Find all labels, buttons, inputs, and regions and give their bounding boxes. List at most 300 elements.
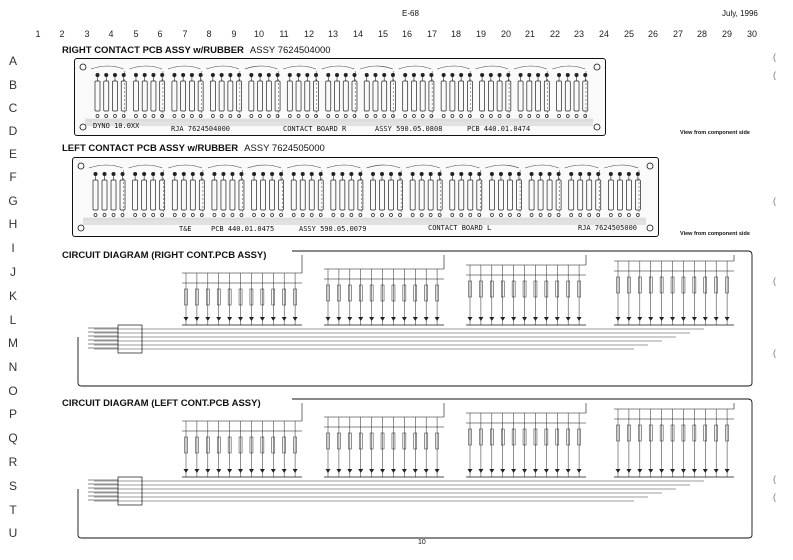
diode-symbol: [626, 469, 631, 473]
contact-pad: [569, 180, 574, 210]
trace: [553, 66, 585, 69]
diode-symbol: [369, 469, 374, 473]
via-hole: [199, 115, 202, 118]
column-number: 19: [475, 29, 486, 39]
row-letter: E: [8, 147, 17, 161]
row-letter: T: [9, 503, 17, 517]
mount-hole: [78, 163, 84, 169]
contact-pad: [358, 180, 363, 210]
contact-pad: [237, 81, 242, 111]
trace: [283, 66, 315, 69]
row-letter: O: [8, 384, 18, 398]
diode-symbol: [282, 469, 287, 473]
via-hole: [618, 214, 621, 217]
trace: [437, 66, 469, 69]
contact-pad: [565, 81, 570, 111]
via-hole: [498, 115, 501, 118]
via-hole: [112, 214, 115, 217]
trace: [604, 165, 638, 168]
via-hole: [412, 115, 415, 118]
binder-hole-icon: (: [773, 276, 776, 286]
via-hole: [250, 115, 253, 118]
via-hole: [182, 214, 185, 217]
diode-symbol: [326, 317, 331, 321]
column-number: 7: [182, 29, 188, 39]
via-hole: [579, 214, 582, 217]
contact-pad: [459, 81, 464, 111]
diode-symbol: [358, 469, 363, 473]
contact-pad: [314, 81, 319, 111]
binder-hole-icon: (: [773, 492, 776, 502]
contact-pad: [261, 180, 266, 210]
contact-pad: [335, 81, 340, 111]
diode-symbol: [184, 469, 189, 473]
row-letter: I: [11, 241, 15, 255]
diode-symbol: [402, 317, 407, 321]
via-hole: [103, 214, 106, 217]
diode-symbol: [194, 469, 199, 473]
trace: [208, 165, 242, 168]
via-hole: [507, 115, 510, 118]
column-number: 12: [303, 29, 314, 39]
column-number: 9: [231, 29, 237, 39]
row-letter: D: [8, 124, 18, 138]
diode-symbol: [205, 317, 210, 321]
contact-pad: [544, 81, 549, 111]
contact-pad: [419, 180, 424, 210]
contact-pad: [441, 81, 446, 111]
column-number: 11: [279, 29, 289, 39]
contact-pad: [318, 180, 323, 210]
contact-pad: [410, 180, 415, 210]
contact-pad: [626, 180, 631, 210]
via-hole: [276, 115, 279, 118]
contact-pad: [221, 180, 226, 210]
trace: [168, 66, 200, 69]
contact-pad: [181, 81, 186, 111]
via-hole: [271, 214, 274, 217]
via-hole: [253, 214, 256, 217]
diode-symbol: [725, 469, 730, 473]
diode-symbol: [326, 469, 331, 473]
row-letter: M: [8, 336, 18, 350]
via-hole: [336, 115, 339, 118]
circuit-left-schematic: [74, 393, 754, 539]
contact-pad: [635, 180, 640, 210]
diode-symbol: [511, 469, 516, 473]
row-letter: J: [10, 265, 16, 279]
via-hole: [460, 214, 463, 217]
contact-pad: [343, 81, 348, 111]
via-hole: [499, 214, 502, 217]
diode-symbol: [577, 469, 582, 473]
via-hole: [213, 214, 216, 217]
row-letter: L: [9, 313, 17, 327]
via-hole: [229, 115, 232, 118]
right-pcb-board: CONTACT BOARD R: [283, 125, 347, 133]
page-number: 10: [418, 539, 426, 546]
trace: [248, 165, 282, 168]
diode-symbol: [238, 469, 243, 473]
contact-pad: [270, 180, 275, 210]
diode-symbol: [637, 317, 642, 321]
contact-pad: [160, 180, 165, 210]
column-number: 13: [327, 29, 338, 39]
contact-pad: [364, 81, 369, 111]
via-hole: [161, 115, 164, 118]
via-hole: [344, 115, 347, 118]
diode-symbol: [555, 469, 560, 473]
contact-pad: [574, 81, 579, 111]
contact-pad: [349, 180, 354, 210]
right-pcb-assy-number: ASSY 7624504000: [249, 45, 331, 56]
column-number: 6: [157, 29, 163, 39]
diode-symbol: [380, 317, 385, 321]
via-hole: [288, 115, 291, 118]
contact-pad: [300, 180, 305, 210]
left-pcb-assy-number: ASSY 7624505000: [244, 143, 325, 154]
diode-symbol: [358, 317, 363, 321]
diode-symbol: [194, 317, 199, 321]
contact-pad: [228, 81, 233, 111]
diode-symbol: [227, 469, 232, 473]
via-hole: [306, 115, 309, 118]
contact-pad: [199, 180, 204, 210]
via-hole: [391, 115, 394, 118]
right-pcb-title: [62, 45, 331, 56]
diode-symbol: [293, 469, 298, 473]
column-number: 3: [84, 29, 90, 39]
row-letter: Q: [8, 431, 18, 445]
contact-pad: [450, 180, 455, 210]
right-pcb-code: DYNO 10.0XX: [93, 122, 140, 130]
via-hole: [566, 115, 569, 118]
row-letter: N: [8, 360, 18, 374]
contact-pad: [450, 81, 455, 111]
right-pcb-rja: RJA 7624504000: [171, 125, 231, 133]
via-hole: [442, 115, 445, 118]
diode-symbol: [468, 317, 473, 321]
contact-pad: [305, 81, 310, 111]
via-hole: [292, 214, 295, 217]
contact-pad: [477, 180, 482, 210]
contact-pad: [287, 81, 292, 111]
contact-pad: [467, 81, 472, 111]
contact-pad: [160, 81, 165, 111]
diode-symbol: [714, 469, 719, 473]
contact-pad: [172, 180, 177, 210]
right-pcb-drawing: [74, 58, 606, 136]
column-number: 24: [598, 29, 609, 39]
contact-pad: [133, 81, 138, 111]
diode-symbol: [555, 317, 560, 321]
via-hole: [152, 115, 155, 118]
row-letter: P: [8, 407, 17, 421]
via-hole: [537, 115, 540, 118]
via-hole: [545, 115, 548, 118]
trace: [565, 165, 599, 168]
diode-symbol: [478, 469, 483, 473]
contact-pad: [104, 81, 109, 111]
contact-pad: [489, 180, 494, 210]
row-letter: B: [8, 78, 17, 92]
via-hole: [519, 115, 522, 118]
contact-pad: [596, 180, 601, 210]
column-number: 17: [426, 29, 437, 39]
left-pcb-drawing: [72, 157, 659, 237]
diode-symbol: [703, 317, 708, 321]
contact-pad: [102, 180, 107, 210]
diode-symbol: [626, 317, 631, 321]
row-letter: G: [8, 194, 18, 208]
contact-pad: [279, 180, 284, 210]
via-hole: [152, 214, 155, 217]
left-pcb-assy: ASSY 590.05.0079: [299, 225, 367, 233]
trace: [327, 165, 361, 168]
contact-pad: [258, 81, 263, 111]
diode-symbol: [725, 317, 730, 321]
column-number: 4: [108, 29, 114, 39]
diode-symbol: [681, 469, 686, 473]
via-hole: [528, 115, 531, 118]
right-pcb-artwork: [75, 59, 605, 135]
binder-hole-icon: (: [773, 474, 776, 484]
diode-symbol: [616, 469, 621, 473]
contact-pad: [380, 180, 385, 210]
trace: [91, 66, 123, 69]
via-hole: [182, 115, 185, 118]
contact-pad: [142, 81, 147, 111]
mount-hole: [78, 225, 84, 231]
via-hole: [390, 214, 393, 217]
contact-pad: [142, 180, 147, 210]
contact-pad: [230, 180, 235, 210]
contact-pad: [291, 180, 296, 210]
contact-pad: [429, 81, 434, 111]
diode-symbol: [500, 469, 505, 473]
column-number: 23: [573, 29, 584, 39]
contact-pad: [480, 81, 485, 111]
column-number: 1: [35, 29, 41, 39]
via-hole: [173, 214, 176, 217]
contact-pad: [587, 180, 592, 210]
mount-hole: [80, 124, 86, 130]
diode-symbol: [424, 469, 429, 473]
trace: [406, 165, 440, 168]
column-number: 26: [647, 29, 658, 39]
via-hole: [211, 115, 214, 118]
trace: [476, 66, 508, 69]
column-number: 16: [401, 29, 412, 39]
column-number: 18: [450, 29, 461, 39]
via-hole: [468, 115, 471, 118]
diode-symbol: [424, 317, 429, 321]
diode-symbol: [391, 317, 396, 321]
via-hole: [558, 115, 561, 118]
diode-symbol: [435, 317, 440, 321]
binder-hole-icon: (: [773, 52, 776, 62]
column-number: 15: [377, 29, 388, 39]
diode-symbol: [500, 317, 505, 321]
trace: [129, 165, 163, 168]
via-hole: [411, 214, 414, 217]
column-number: 14: [352, 29, 363, 39]
trace: [367, 165, 401, 168]
column-number: 20: [500, 29, 511, 39]
via-hole: [105, 115, 108, 118]
contact-pad: [411, 81, 416, 111]
right-pcb-pcb: PCB 440.01.0474: [467, 125, 531, 133]
diode-symbol: [533, 469, 538, 473]
diode-symbol: [478, 317, 483, 321]
via-hole: [570, 214, 573, 217]
contact-pad: [252, 180, 257, 210]
binder-hole-icon: (: [773, 196, 776, 206]
via-hole: [173, 115, 176, 118]
diode-symbol: [227, 317, 232, 321]
contact-pad: [468, 180, 473, 210]
contact-pad: [527, 81, 532, 111]
via-hole: [451, 115, 454, 118]
diode-symbol: [184, 317, 189, 321]
left-pcb-rja: RJA 7624505000: [578, 224, 638, 232]
diode-symbol: [380, 469, 385, 473]
contact-pad: [133, 180, 138, 210]
column-number: 29: [721, 29, 732, 39]
contact-pad: [507, 180, 512, 210]
column-number: 30: [746, 29, 757, 39]
via-hole: [609, 214, 612, 217]
via-hole: [469, 214, 472, 217]
contact-pad: [309, 180, 314, 210]
via-hole: [350, 214, 353, 217]
trace: [514, 66, 546, 69]
via-hole: [374, 115, 377, 118]
contact-pad: [266, 81, 271, 111]
contact-pad: [516, 180, 521, 210]
trace: [129, 66, 161, 69]
page-date: July, 1996: [722, 9, 758, 18]
trace: [245, 66, 277, 69]
via-hole: [222, 214, 225, 217]
contact-pad: [547, 180, 552, 210]
contact-pad: [389, 180, 394, 210]
binder-hole-icon: (: [773, 70, 776, 80]
via-hole: [327, 115, 330, 118]
mount-hole: [647, 163, 653, 169]
via-hole: [627, 214, 630, 217]
diode-symbol: [616, 317, 621, 321]
diode-symbol: [271, 317, 276, 321]
contact-pad: [536, 81, 541, 111]
row-letter: U: [8, 526, 18, 540]
diode-symbol: [566, 317, 571, 321]
via-hole: [584, 115, 587, 118]
diode-symbol: [347, 469, 352, 473]
contact-pad: [420, 81, 425, 111]
diode-symbol: [271, 469, 276, 473]
via-hole: [143, 115, 146, 118]
mount-hole: [594, 124, 600, 130]
contact-pad: [296, 81, 301, 111]
contact-pad: [390, 81, 395, 111]
trace: [399, 66, 431, 69]
right-pcb-title-text: RIGHT CONTACT PCB ASSY w/RUBBER: [62, 45, 244, 56]
mount-hole: [594, 64, 600, 70]
contact-pad: [151, 81, 156, 111]
contact-pad: [459, 180, 464, 210]
right-pcb-view-note: View from component side: [680, 130, 750, 136]
column-number: 10: [253, 29, 264, 39]
diode-symbol: [533, 317, 538, 321]
row-letter: H: [8, 217, 18, 231]
diode-symbol: [714, 317, 719, 321]
column-number: 28: [696, 29, 707, 39]
mount-hole: [647, 225, 653, 231]
circuit-right-schematic: [74, 245, 754, 387]
right-pcb-assy: ASSY 590.05.0808: [375, 125, 443, 133]
diode-symbol: [336, 469, 341, 473]
diode-symbol: [522, 469, 527, 473]
diode-symbol: [260, 469, 265, 473]
via-hole: [353, 115, 356, 118]
diode-symbol: [435, 469, 440, 473]
via-hole: [365, 115, 368, 118]
trace: [89, 165, 123, 168]
diode-symbol: [703, 469, 708, 473]
contact-pad: [181, 180, 186, 210]
via-hole: [332, 214, 335, 217]
diode-symbol: [216, 317, 221, 321]
left-pcb-view-note: View from component side: [680, 231, 750, 237]
contact-pad: [538, 180, 543, 210]
via-hole: [588, 214, 591, 217]
mount-hole: [80, 64, 86, 70]
column-number: 5: [133, 29, 139, 39]
via-hole: [143, 214, 146, 217]
contact-pad: [529, 180, 534, 210]
contact-pad: [371, 180, 376, 210]
contact-pad: [340, 180, 345, 210]
diode-symbol: [347, 317, 352, 321]
contact-pad: [239, 180, 244, 210]
contact-pad: [198, 81, 203, 111]
via-hole: [451, 214, 454, 217]
contact-pad: [498, 180, 503, 210]
diode-symbol: [249, 469, 254, 473]
contact-pad: [275, 81, 280, 111]
trace: [485, 165, 519, 168]
left-pcb-pcb: PCB 440.01.0475: [211, 225, 275, 233]
via-hole: [315, 115, 318, 118]
via-hole: [372, 214, 375, 217]
diode-symbol: [413, 317, 418, 321]
left-pcb-mark: T&E: [179, 225, 192, 233]
contact-pad: [556, 180, 561, 210]
diode-symbol: [692, 469, 697, 473]
contact-pad: [121, 81, 126, 111]
row-letter: C: [8, 101, 18, 115]
via-hole: [262, 214, 265, 217]
row-letter: K: [8, 289, 17, 303]
circuit-right-diagram: [74, 245, 754, 387]
contact-pad: [120, 180, 125, 210]
contact-pad: [219, 81, 224, 111]
via-hole: [575, 115, 578, 118]
via-hole: [96, 115, 99, 118]
contact-pad: [95, 81, 100, 111]
via-hole: [267, 115, 270, 118]
